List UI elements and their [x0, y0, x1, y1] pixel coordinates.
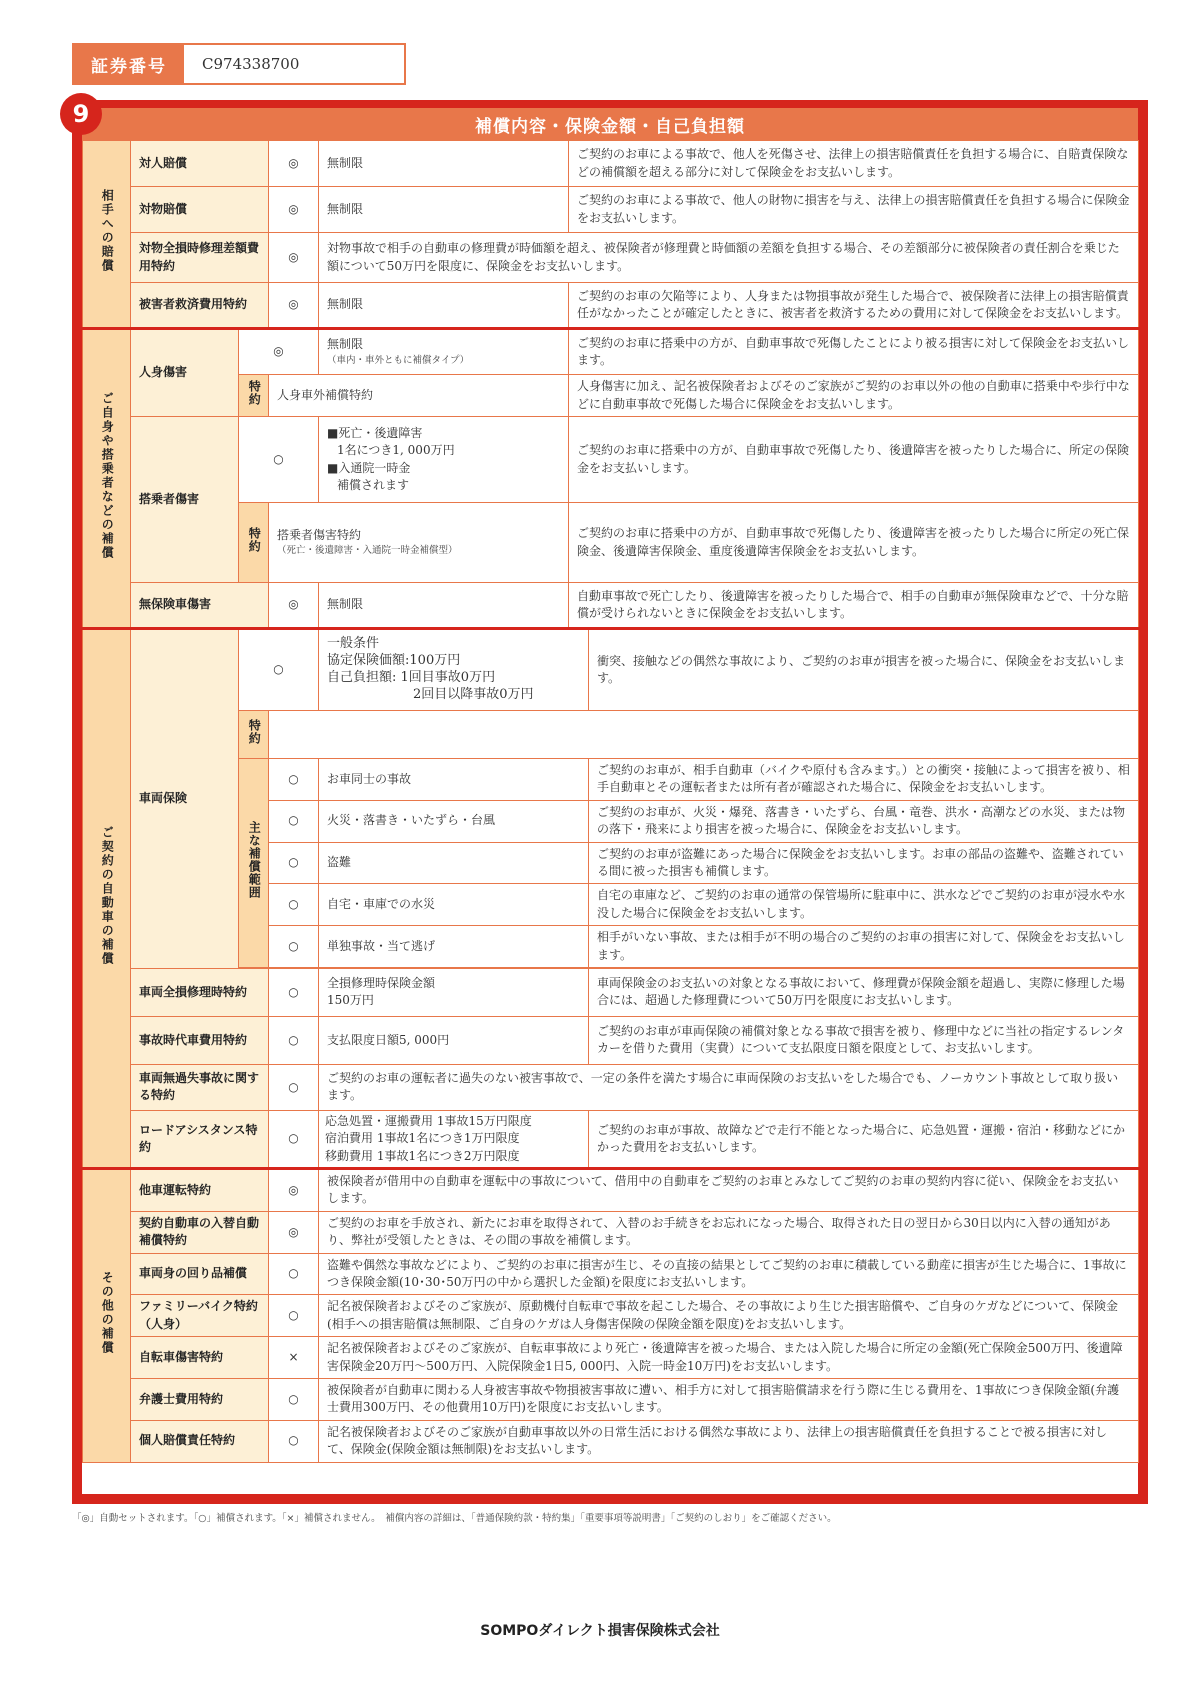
coverage-mark: ◎ [269, 233, 319, 283]
coverage-amount: 応急処置・運搬費用 1事故15万円限度 宿泊費用 1事故1名につき1万円限度 移動費用 1事故1名につき2万円限度 [319, 1110, 589, 1168]
coverage-mark: ○ [269, 1420, 319, 1462]
coverage-mark: ◎ [239, 329, 319, 375]
coverage-description: 記名被保険者およびそのご家族が自動車事故以外の日常生活における偶然な事故により、法律上の損害賠償責任を負担することで被る損害に対して、保険金(保険金額は無制限)をお支払いします。 [319, 1420, 1139, 1462]
rider-empty-cell [269, 711, 1139, 759]
table-row [83, 283, 1139, 329]
table-row [83, 1016, 1139, 1064]
coverage-mark: ○ [239, 629, 319, 711]
coverage-mark: ○ [269, 842, 319, 884]
coverage-description: 記名被保険者およびそのご家族が、原動機付自転車で事故を起こした場合、その事故により生じた損害賠償や、ご自身のケガなどについて、保険金(相手への損害賠償は無制限、ご自身のケガは人身傷害保険の保険金額を限度)をお支払いします。 [319, 1295, 1139, 1337]
rider-tag: 特約 [239, 711, 269, 759]
table-row [83, 1169, 1139, 1212]
coverage-name: 人身傷害 [131, 329, 239, 417]
coverage-mark: ◎ [269, 141, 319, 187]
coverage-description: ご契約のお車による事故で、他人の財物に損害を与え、法律上の損害賠償責任を負担する場合に保険金をお支払いします。 [569, 187, 1139, 233]
group-label-vehicle: ご契約の自動車の補償 [83, 629, 131, 1169]
coverage-amount: 無制限 [319, 187, 569, 233]
coverage-description: 盗難や偶然な事故などにより、ご契約のお車に損害が生じ、その直接の結果としてご契約のお車に積載している動産に損害が生じた場合に、1事故につき保険金額(10･30･50万円の中から選択した金額)を限度にお支払いします。 [319, 1253, 1139, 1295]
coverage-mark: ◎ [269, 583, 319, 629]
coverage-name: 対物賠償 [131, 187, 269, 233]
table-row [83, 233, 1139, 283]
coverage-mark: ◎ [269, 1211, 319, 1253]
scope-item: 火災・落書き・いたずら・台風 [319, 800, 589, 842]
coverage-description: 対物事故で相手の自動車の修理費が時価額を超え、被保険者が修理費と時価額の差額を負担する場合、その差額部分に被保険者の責任割合を乗じた額について50万円を限度に、保険金をお支払いします。 [319, 233, 1139, 283]
coverage-mark: ◎ [269, 1169, 319, 1212]
coverage-frame [72, 100, 1148, 1504]
coverage-mark: ○ [269, 968, 319, 1016]
coverage-amount: 無制限 [319, 283, 569, 329]
coverage-description: ご契約のお車が盗難にあった場合に保険金をお支払いします。お車の部品の盗難や、盗難されている間に被った損害も補償します。 [589, 842, 1139, 884]
coverage-mark: ○ [269, 759, 319, 801]
coverage-mark: ○ [269, 1378, 319, 1420]
coverage-description: ご契約のお車に搭乗中の方が、自動車事故で死傷したことにより被る損害に対して保険金をお支払いします。 [569, 329, 1139, 375]
table-row [83, 1110, 1139, 1168]
coverage-amount: ■死亡・後遺障害 1名につき1, 000万円 ■入通院一時金 補償されます [319, 417, 569, 503]
coverage-mark: ○ [269, 800, 319, 842]
coverage-description: 被保険者が自動車に関わる人身被害事故や物損被害事故に遭い、相手方に対して損害賠償請求を行う際に生じる費用を、1事故につき保険金額(弁護士費用300万円、その他費用10万円)を限度にお支払いします。 [319, 1378, 1139, 1420]
coverage-name: ロードアシスタンス特約 [131, 1110, 269, 1168]
coverage-name: 車両全損修理時特約 [131, 968, 269, 1016]
coverage-amount: 搭乗者傷害特約 （死亡・後遺障害・入通院一時金補償型） [269, 503, 569, 583]
coverage-description: ご契約のお車を手放され、新たにお車を取得されて、入替のお手続きをお忘れになった場合、取得された日の翌日から30日以内に入替の通知があり、弊社が受領したときは、その間の事故を補償します。 [319, 1211, 1139, 1253]
coverage-description: ご契約のお車の運転者に過失のない被害事故で、一定の条件を満たす場合に車両保険のお支払いをした場合でも、ノーカウント事故として取り扱います。 [319, 1064, 1139, 1110]
coverage-amount: 無制限 [319, 583, 569, 629]
coverage-amount: 人身車外補償特約 [269, 375, 569, 417]
table-row [83, 187, 1139, 233]
group-label-other: その他の補償 [83, 1169, 131, 1462]
table-row [83, 1211, 1139, 1253]
table-row [83, 375, 1139, 417]
coverage-name: 車両無過失事故に関する特約 [131, 1064, 269, 1110]
rider-tag: 特約 [239, 503, 269, 583]
coverage-amount: 無制限 （車内・車外ともに補償タイプ） [319, 329, 569, 375]
table-row [83, 329, 1139, 375]
scope-item: お車同士の事故 [319, 759, 589, 801]
table-row [83, 1064, 1139, 1110]
table-row [83, 1295, 1139, 1337]
coverage-description: ご契約のお車による事故で、他人を死傷させ、法律上の損害賠償責任を負担する場合に、自賠責保険などの補償額を超える部分に対して保険金をお支払いします。 [569, 141, 1139, 187]
coverage-name: 対人賠償 [131, 141, 269, 187]
coverage-name: 弁護士費用特約 [131, 1378, 269, 1420]
rider-tag: 特約 [239, 375, 269, 417]
coverage-name: 車両身の回り品補償 [131, 1253, 269, 1295]
coverage-description: 自動車事故で死亡したり、後遺障害を被ったりした場合で、相手の自動車が無保険車などで、十分な賠償が受けられないときに保険金をお支払いします。 [569, 583, 1139, 629]
coverage-table [82, 140, 1139, 1463]
coverage-mark: ○ [269, 1016, 319, 1064]
coverage-description: ご契約のお車の欠陥等により、人身または物損事故が発生した場合で、被保険者に法律上の損害賠償責任がなかったことが確定したときに、被害者を救済するための費用に対して保険金をお支払いします。 [569, 283, 1139, 329]
coverage-mark: × [269, 1337, 319, 1379]
coverage-mark: ◎ [269, 187, 319, 233]
coverage-name: 対物全損時修理差額費用特約 [131, 233, 269, 283]
coverage-name: 搭乗者傷害 [131, 417, 239, 583]
coverage-name: 個人賠償責任特約 [131, 1420, 269, 1462]
group-label-personal: ご自身や搭乗者などの補償 [83, 329, 131, 629]
table-row [83, 583, 1139, 629]
table-row [83, 1420, 1139, 1462]
coverage-description: 相手がいない事故、または相手が不明の場合のご契約のお車の損害に対して、保険金をお支払いします。 [589, 926, 1139, 968]
coverage-description: 被保険者が借用中の自動車を運転中の事故について、借用中の自動車をご契約のお車とみなしてご契約のお車の契約内容に従い、保険金をお支払いします。 [319, 1169, 1139, 1212]
coverage-description: ご契約のお車が、火災・爆発、落書き・いたずら、台風・竜巻、洪水・高潮などの水災、または物の落下・飛来により損害を被った場合に、保険金をお支払いします。 [589, 800, 1139, 842]
coverage-amount: 全損修理時保険金額 150万円 [319, 968, 589, 1016]
coverage-title: 補償内容・保険金額・自己負担額 [82, 108, 1138, 140]
policy-number-label: 証券番号 [74, 45, 184, 83]
coverage-mark: ○ [269, 1295, 319, 1337]
group-label-liability: 相手への賠償 [83, 141, 131, 329]
coverage-description: 自宅の車庫など、ご契約のお車の通常の保管場所に駐車中に、洪水などでご契約のお車が浸水や水没した場合に保険金をお支払いします。 [589, 884, 1139, 926]
coverage-name: 車両保険 [131, 629, 239, 969]
coverage-mark: ○ [269, 926, 319, 968]
scope-item: 自宅・車庫での水災 [319, 884, 589, 926]
table-row [83, 968, 1139, 1016]
coverage-name: 無保険車傷害 [131, 583, 269, 629]
table-row [83, 1378, 1139, 1420]
table-row [83, 1337, 1139, 1379]
coverage-description: 人身傷害に加え、記名被保険者およびそのご家族がご契約のお車以外の他の自動車に搭乗中や歩行中などに自動車事故で死傷した場合に保険金をお支払いします。 [569, 375, 1139, 417]
table-row [83, 417, 1139, 503]
coverage-description: 記名被保険者およびそのご家族が、自転車事故により死亡・後遺障害を被った場合、または入院した場合に所定の金額(死亡保険金500万円、後遺障害保険金20万円〜500万円、入院保険金1日5, 000円、入院一時金10万円)をお支払いします。 [319, 1337, 1139, 1379]
policy-number-box [72, 43, 406, 85]
company-name: SOMPOダイレクト損害保険株式会社 [480, 1623, 720, 1639]
coverage-mark: ○ [269, 1064, 319, 1110]
table-row [83, 141, 1139, 187]
coverage-amount: 一般条件 協定保険価額:100万円 自己負担額: 1回目事故0万円 2回目以降事故0万円 [319, 629, 589, 711]
coverage-description: 車両保険金のお支払いの対象となる事故において、修理費が保険金額を超過し、実際に修理した場合には、超過した修理費について50万円を限度にお支払いします。 [589, 968, 1139, 1016]
scope-item: 単独事故・当て逃げ [319, 926, 589, 968]
table-row [83, 711, 1139, 759]
coverage-name: 契約自動車の入替自動補償特約 [131, 1211, 269, 1253]
coverage-name: ファミリーバイク特約（人身） [131, 1295, 269, 1337]
table-row [83, 1253, 1139, 1295]
coverage-amount: 無制限 [319, 141, 569, 187]
coverage-mark: ○ [269, 884, 319, 926]
coverage-description: ご契約のお車に搭乗中の方が、自動車事故で死傷したり、後遺障害を被ったりした場合に所定の死亡保険金、後遺障害保険金、重度後遺障害保険金をお支払いします。 [569, 503, 1139, 583]
coverage-description: ご契約のお車が、相手自動車（バイクや原付も含みます。）との衝突・接触によって損害を被り、相手自動車とその運転者または所有者が確認された場合に、保険金をお支払いします。 [589, 759, 1139, 801]
coverage-name: 自転車傷害特約 [131, 1337, 269, 1379]
table-row [83, 629, 1139, 711]
table-row [83, 503, 1139, 583]
scope-tag: 主な補償範囲 [239, 759, 269, 968]
coverage-mark: ◎ [269, 283, 319, 329]
coverage-description: 衝突、接触などの偶然な事故により、ご契約のお車が損害を被った場合に、保険金をお支払いします。 [589, 629, 1139, 711]
coverage-mark: ○ [269, 1253, 319, 1295]
coverage-description: ご契約のお車が事故、故障などで走行不能となった場合に、応急処置・運搬・宿泊・移動などにかかった費用をお支払いします。 [589, 1110, 1139, 1168]
policy-number-value: C974338700 [202, 55, 300, 73]
coverage-amount: 支払限度日額5, 000円 [319, 1016, 589, 1064]
coverage-description: ご契約のお車が車両保険の補償対象となる事故で損害を被り、修理中などに当社の指定するレンタカーを借りた費用（実費）について支払限度日額を限度として、お支払いします。 [589, 1016, 1139, 1064]
table-row [83, 759, 1139, 801]
coverage-description: ご契約のお車に搭乗中の方が、自動車事故で死傷したり、後遺障害を被ったりした場合に、所定の保険金をお支払いします。 [569, 417, 1139, 503]
coverage-name: 被害者救済費用特約 [131, 283, 269, 329]
coverage-name: 他車運転特約 [131, 1169, 269, 1212]
coverage-mark: ○ [269, 1110, 319, 1168]
coverage-mark: ○ [239, 417, 319, 503]
section-number-badge: 9 [60, 93, 102, 135]
scope-item: 盗難 [319, 842, 589, 884]
legend-footnote: 「◎」自動セットされます。「○」補償されます。「×」補償されません。 補償内容の詳細は、「普通保険約款・特約集」「重要事項等説明書」「ご契約のしおり」をご確認ください。 [72, 1513, 837, 1524]
coverage-name: 事故時代車費用特約 [131, 1016, 269, 1064]
